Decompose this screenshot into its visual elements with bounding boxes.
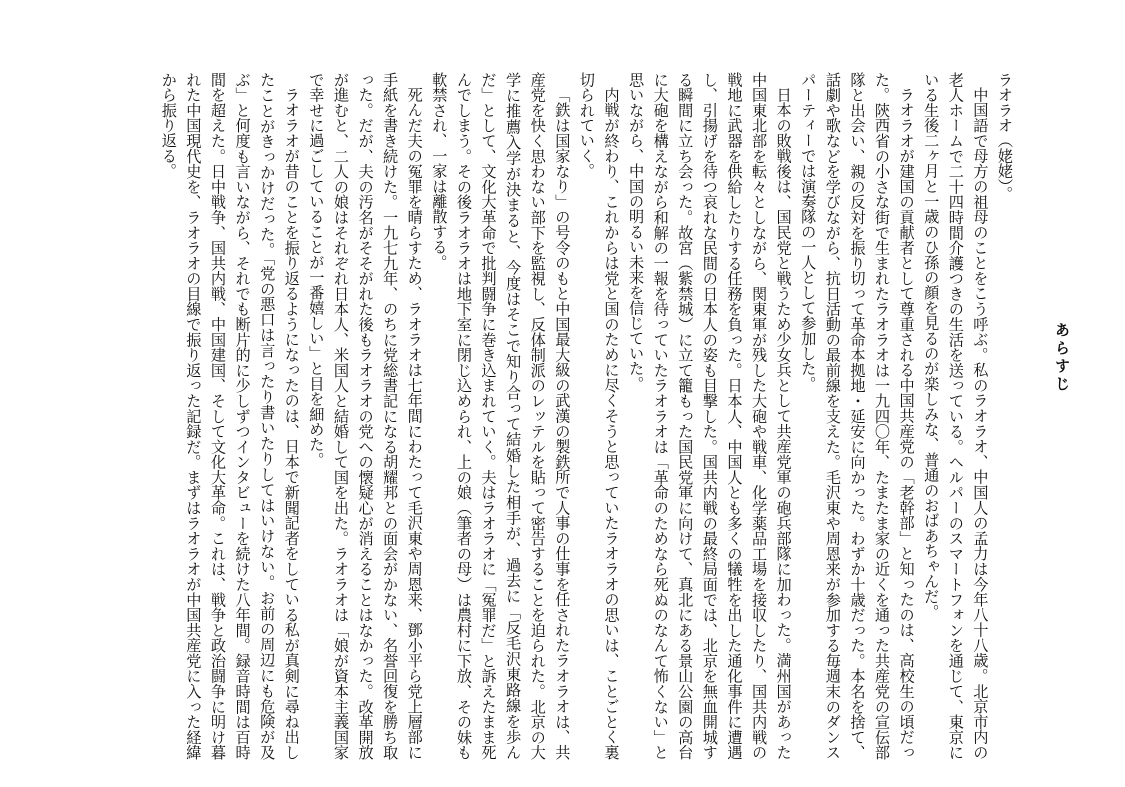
paragraph: 中国語で母方の祖母のことをこう呼ぶ。私のラオラオ、中国人の孟力は今年八十八歳。北京市内の老人ホームで二十四時間介護つきの生活を送っている。ヘルパーのスマートフォンを通じて、東京にいる生後二ヶ月と一歳のひ孫の顔を見るのが楽しみな、普通のおばあちゃんだ。 xyxy=(922,72,990,760)
paragraph: 死んだ夫の冤罪を晴らすため、ラオラオは七年間にわたって毛沢東や周恩来、鄧小平ら党上層部に手紙を書き続けた。一九七九年、のちに党総書記になる胡耀邦との面会がかない、名誉回復を勝ち取った。だが、夫の汚名がそそがれた後もラオラオの党への懐疑心が消えることはなかった。改革開放が進むと、二人の娘はそれぞれ日本人、米国人と結婚して国を出た。ラオラオは「娘が資本主義国家で幸せに過ごしていることが一番嬉しい」と目を細めた。 xyxy=(307,72,424,760)
paragraph: 内戦が終わり、これからは党と国のために尽くそうと思っていたラオラオの思いは、ことごとく裏切られていく。 xyxy=(577,72,621,760)
paragraph: 「鉄は国家なり」の号令のもと中国最大級の武漢の製鉄所で人事の仕事を任されたラオラオは、共産党を快く思わない部下を監視し、反体制派のレッテルを貼って密告することを迫られた。北京の大学に推薦入学が決まると、今度はそこで知り合って結婚した相手が、過去に「反毛沢東路線を歩んだ」として、文化大革命で批判闘争に巻き込まれていく。夫はラオラオに「冤罪だ」と訴えたまま死んでしまう。その後ラオラオは地下室に閉じ込められ、上の娘（筆者の母）は農村に下放、その妹も軟禁され、一家は離散する。 xyxy=(430,72,572,760)
paragraph: 日本の敗戦後は、国民党と戦うため少女兵として共産党軍の砲兵部隊に加わった。満州国があった中国東北部を転々としながら、関東軍が残した大砲や戦車、化学薬品工場を接収したり、国共内戦の戦地に武器を供給したりする任務を負った。日本人、中国人とも多くの犠牲を出した通化事件に遭遇し、引揚げを待つ哀れな民間の日本人の姿も目撃した。国共内戦の最終局面では、北京を無血開城する瞬間に立ち会った。故宮（紫禁城）に立て籠もった国民党軍に向けて、真北にある景山公園の高台に大砲を構えながら和解の一報を待っていたラオラオは「革命のためなら死ぬのなんて怖くない」と思いながら、中国の明るい未来を信じていた。 xyxy=(627,72,793,760)
page-title: あらすじ xyxy=(1053,322,1071,394)
paragraph: ラオラオが建国の貢献者として尊重される中国共産党の「老幹部」と知ったのは、高校生の頃だった。陝西省の小さな街で生まれたラオラオは一九四〇年、たまたま家の近くを通った共産党の宣伝部隊と出会い、親の反対を振り切って革命本拠地・延安に向かった。わずか十歳だった。本名を捨て、話劇や歌などを学びながら、抗日活動の最前線を支えた。毛沢東や周恩来が参加する毎週末のダンスパーティーでは演奏隊の一人として参加した。 xyxy=(799,72,916,760)
body-text xyxy=(156,72,1017,760)
paragraph: ラオラオが昔のことを振り返るようになったのは、日本で新聞記者をしている私が真剣に尋ね出したことがきっかけだった。「党の悪口は言ったり書いたりしてはいけない。お前の周辺にも危険が及ぶ」と何度も言いながら、それでも断片的に少しずつインタビューを続けた八年間。録音時間は百時間を超えた。日中戦争、国共内戦、中国建国、そして文化大革命。これは、戦争と政治闘争に明け暮れた中国現代史を、ラオラオの目線で振り返った記録だ。まずはラオラオが中国共産党に入った経緯から振り返る。 xyxy=(159,72,301,760)
paragraph: ラオラオ（姥姥）。 xyxy=(996,72,1014,202)
